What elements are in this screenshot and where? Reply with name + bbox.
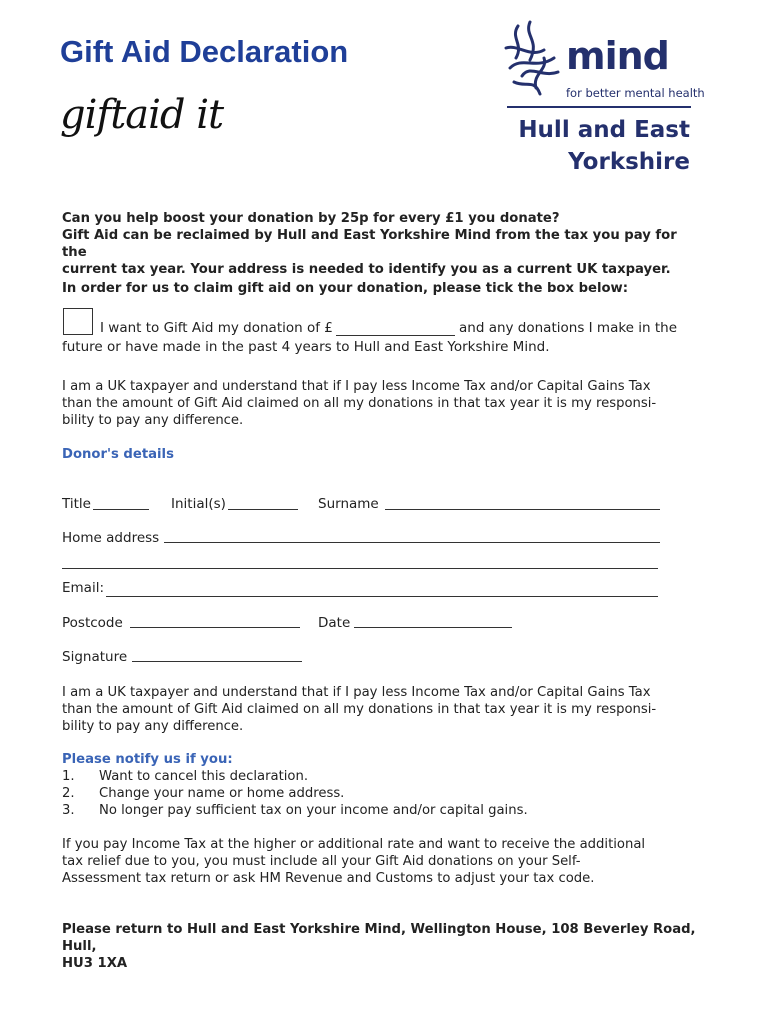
postcode-field[interactable]	[130, 627, 300, 628]
initials-label: Initial(s)	[171, 496, 226, 512]
intro-line-1: Can you help boost your donation by 25p for every £1 you donate?	[62, 211, 560, 226]
intro-paragraph	[62, 210, 702, 278]
title-label: Title	[62, 496, 91, 512]
mind-logo-word: mind	[566, 34, 669, 78]
initials-field[interactable]	[228, 509, 298, 510]
list-text: Want to cancel this declaration.	[99, 769, 309, 784]
list-item	[62, 802, 702, 819]
declaration-part-1: I want to Gift Aid my donation of £	[100, 320, 333, 336]
date-label: Date	[318, 615, 351, 631]
email-field[interactable]	[106, 596, 658, 597]
taxpayer-statement	[62, 378, 702, 429]
email-label: Email:	[62, 580, 105, 596]
list-text: No longer pay sufficient tax on your income and/or capital gains.	[99, 803, 528, 818]
gift-aid-checkbox[interactable]	[63, 308, 93, 335]
taxpayer-repeat-line-2: than the amount of Gift Aid claimed on all my donations in that tax year it is my responsi-	[62, 702, 657, 717]
logo-divider	[507, 106, 691, 108]
intro-line-3: current tax year. Your address is needed to identify you as a current UK taxpayer.	[62, 262, 671, 277]
region-line-1: Hull and East	[518, 117, 690, 143]
postcode-label: Postcode	[62, 615, 123, 631]
region-line-2: Yorkshire	[568, 149, 690, 175]
higher-rate-line-3: Assessment tax return or ask HM Revenue and Customs to adjust your tax code.	[62, 871, 595, 886]
return-address	[62, 921, 702, 972]
notify-heading: Please notify us if you:	[62, 752, 233, 767]
higher-rate-line-1: If you pay Income Tax at the higher or additional rate and want to receive the additional	[62, 837, 646, 852]
taxpayer-repeat-line-3: bility to pay any difference.	[62, 719, 244, 734]
mind-logo-region	[510, 114, 690, 178]
declaration-line-2: future or have made in the past 4 years to Hull and East Yorkshire Mind.	[62, 339, 550, 355]
title-field[interactable]	[93, 509, 149, 510]
notify-list	[62, 768, 702, 819]
return-line-2: HU3 1XA	[62, 956, 128, 971]
surname-label: Surname	[318, 496, 379, 512]
page-title: Gift Aid Declaration	[60, 34, 349, 69]
list-item	[62, 785, 702, 802]
list-number: 1.	[62, 769, 75, 784]
list-number: 2.	[62, 786, 75, 801]
list-number: 3.	[62, 803, 75, 818]
list-item	[62, 768, 702, 785]
home-address-field-line-2[interactable]	[62, 568, 658, 569]
donor-details-heading: Donor's details	[62, 447, 174, 462]
home-address-label: Home address	[62, 530, 160, 546]
taxpayer-line-3: bility to pay any difference.	[62, 413, 244, 428]
signature-label: Signature	[62, 649, 128, 665]
intro-line-2: Gift Aid can be reclaimed by Hull and East Yorkshire Mind from the tax you pay for the	[62, 228, 677, 260]
taxpayer-line-2: than the amount of Gift Aid claimed on all my donations in that tax year it is my responsi-	[62, 396, 657, 411]
donation-amount-field[interactable]	[336, 335, 455, 336]
return-line-1: Please return to Hull and East Yorkshire Mind, Wellington House, 108 Beverley Road, Hull,	[62, 922, 696, 954]
taxpayer-line-1: I am a UK taxpayer and understand that if I pay less Income Tax and/or Capital Gains Tax	[62, 379, 651, 394]
taxpayer-statement-repeat	[62, 684, 702, 735]
higher-rate-paragraph	[62, 836, 702, 887]
giftaid-logo: giftaid it	[60, 92, 224, 138]
intro-instruction: In order for us to claim gift aid on your donation, please tick the box below:	[62, 281, 629, 296]
home-address-field[interactable]	[164, 542, 660, 543]
surname-field[interactable]	[385, 509, 660, 510]
higher-rate-line-2: tax relief due to you, you must include all your Gift Aid donations on your Self-	[62, 854, 581, 869]
date-field[interactable]	[354, 627, 512, 628]
mind-logo-tagline: for better mental health	[566, 86, 705, 100]
taxpayer-repeat-line-1: I am a UK taxpayer and understand that if I pay less Income Tax and/or Capital Gains Tax	[62, 685, 651, 700]
declaration-part-2: and any donations I make in the	[459, 320, 678, 336]
list-text: Change your name or home address.	[99, 786, 345, 801]
mind-logo-mark-icon	[500, 18, 570, 102]
signature-field[interactable]	[132, 661, 302, 662]
